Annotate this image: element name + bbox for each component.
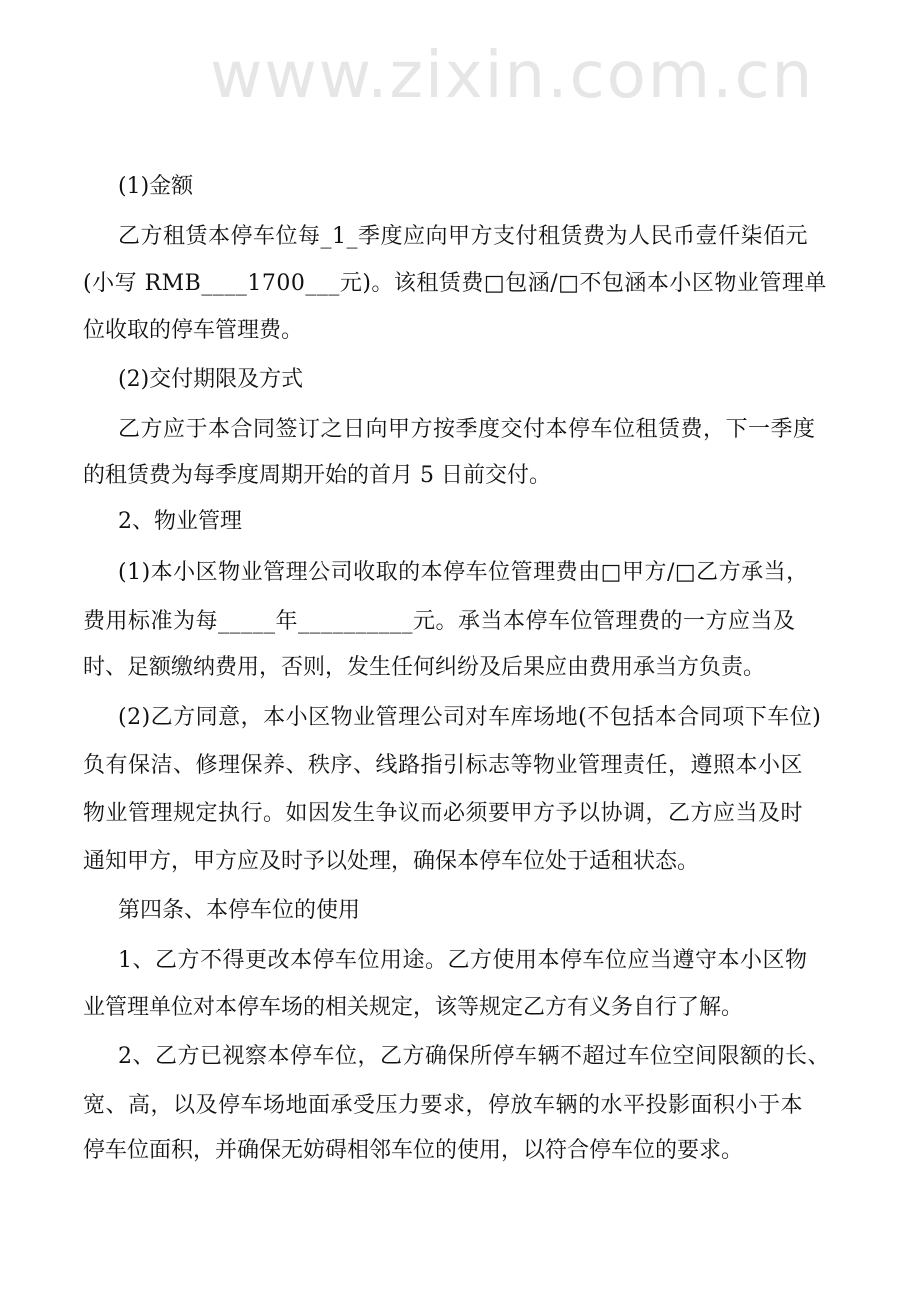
paragraph-line: 时、足额缴纳费用，否则，发生任何纠纷及后果应由费用承当方负责。 (83, 655, 766, 680)
watermark: www.zixin.com.cn (210, 39, 815, 113)
paragraph-line: 乙方租赁本停车位每_1_季度应向甲方支付租赁费为人民币壹仟柒佰元 (118, 224, 808, 249)
paragraph-line: (1)本小区物业管理公司收取的本停车位管理费由□甲方/□乙方承当， (118, 560, 809, 585)
heading-amount: (1)金额 (118, 174, 194, 199)
paragraph-line: 物业管理规定执行。如因发生争议而必须要甲方予以协调，乙方应当及时 (83, 801, 804, 826)
paragraph-line: 负有保洁、修理保养、秩序、线路指引标志等物业管理责任，遵照本小区 (83, 753, 804, 778)
paragraph-line: 通知甲方，甲方应及时予以处理，确保本停车位处于适租状态。 (83, 849, 700, 874)
paragraph-line: 位收取的停车管理费。 (83, 318, 304, 343)
heading-payment-terms: (2)交付期限及方式 (118, 367, 304, 392)
heading-article-four: 第四条、本停车位的使用 (118, 898, 361, 923)
paragraph-line: 1、乙方不得更改本停车位用途。乙方使用本停车位应当遵守本小区物 (118, 948, 808, 973)
paragraph-line: 费用标准为每_____年__________元。承当本停车位管理费的一方应当及 (83, 609, 796, 634)
paragraph-line: (小写 RMB____1700___元)。该租赁费□包涵/□不包涵本小区物业管理单 (83, 271, 827, 296)
paragraph-line: 2、乙方已视察本停车位，乙方确保所停车辆不超过车位空间限额的长、 (118, 1044, 830, 1069)
paragraph-line: 乙方应于本合同签订之日向甲方按季度交付本停车位租赁费，下一季度 (118, 417, 816, 442)
paragraph-line: 宽、高，以及停车场地面承受压力要求，停放车辆的水平投影面积小于本 (83, 1093, 804, 1118)
paragraph-line: 的租赁费为每季度周期开始的首月 5 日前交付。 (83, 463, 551, 488)
heading-property-management: 2、物业管理 (118, 509, 242, 534)
paragraph-line: (2)乙方同意，本小区物业管理公司对车库场地(不包括本合同项下车位) (118, 705, 822, 730)
paragraph-line: 停车位面积，并确保无妨碍相邻车位的使用，以符合停车位的要求。 (83, 1138, 744, 1163)
paragraph-line: 业管理单位对本停车场的相关规定，该等规定乙方有义务自行了解。 (83, 995, 744, 1020)
